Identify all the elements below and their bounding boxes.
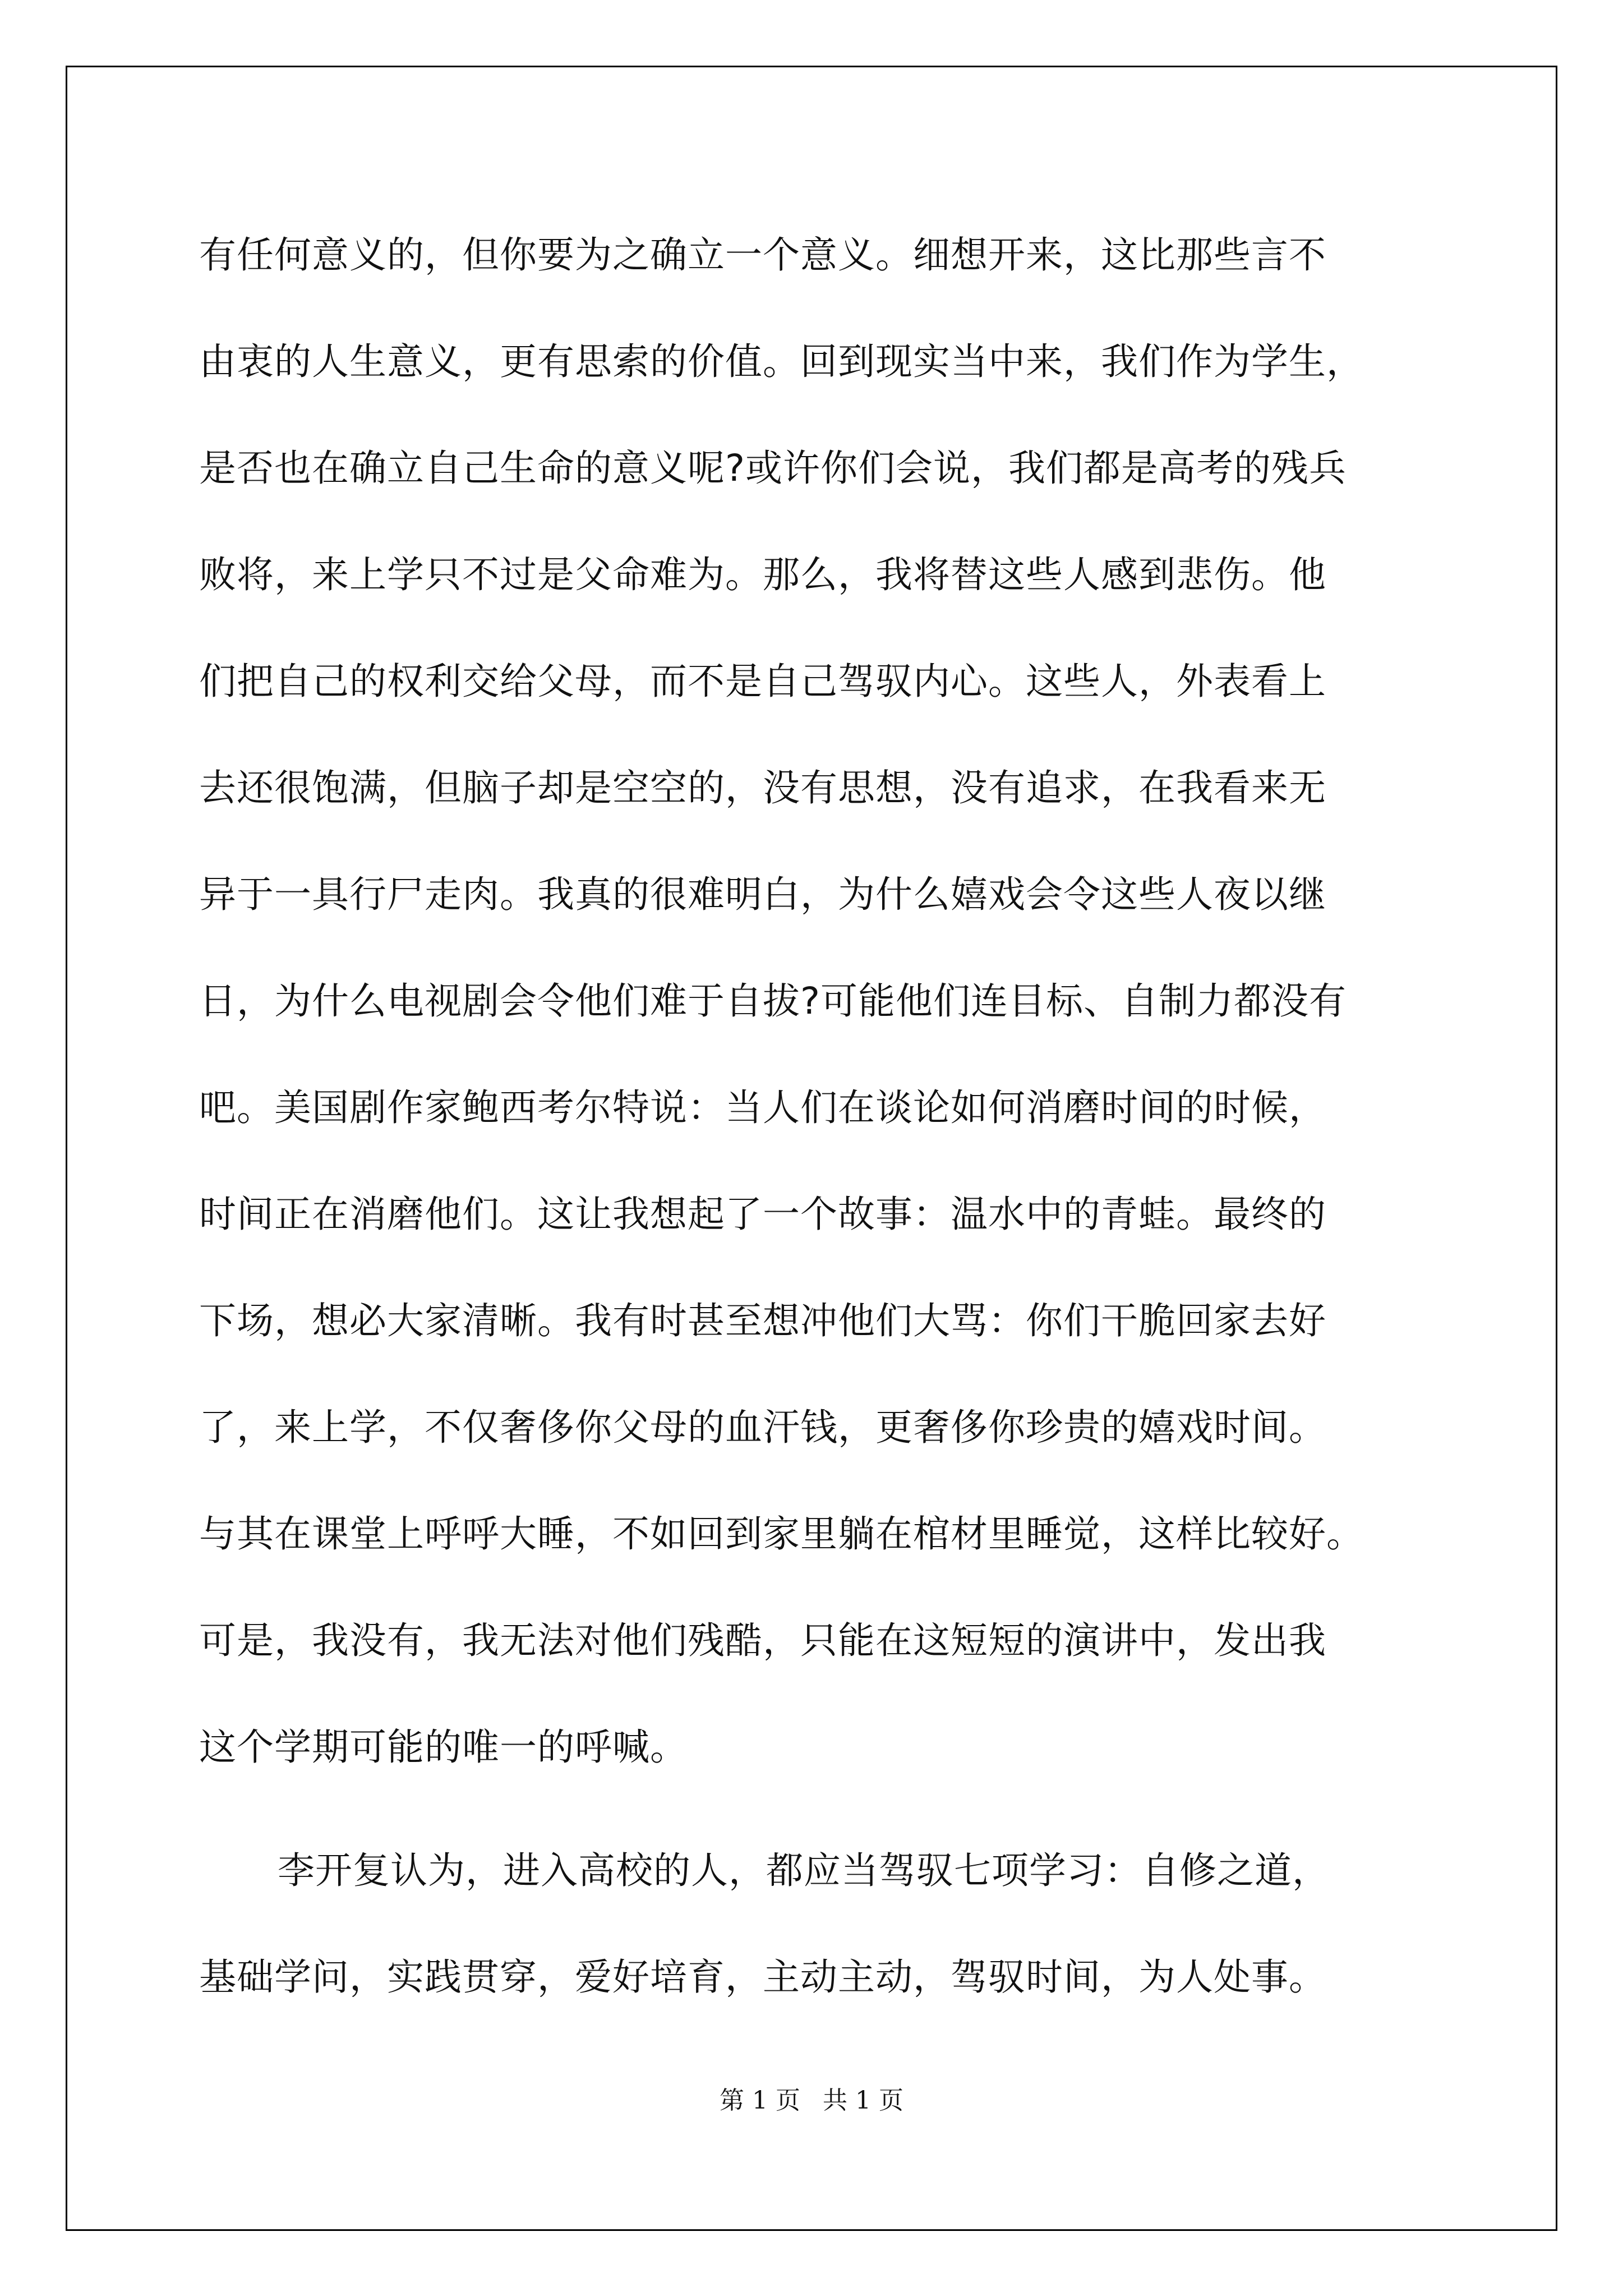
page-total: 共 1 页: [823, 2086, 903, 2115]
page-number: 第 1 页: [720, 2086, 800, 2115]
text-line: 由衷的人生意义，更有思索的价值。回到现实当中来，我们作为学生，: [199, 340, 1364, 383]
text-line: 异于一具行尸走肉。我真的很难明白，为什么嬉戏会令这些人夜以继: [199, 873, 1326, 916]
text-line: 可是，我没有，我无法对他们残酷，只能在这短短的演讲中，发出我: [199, 1619, 1326, 1662]
paragraph-gap: [199, 1820, 1444, 1837]
text-line: 这个学期可能的唯一的呼喊。: [199, 1726, 688, 1769]
text-line: 吧。美国剧作家鲍西考尔特说：当人们在谈论如何消磨时间的时候，: [199, 1086, 1326, 1129]
text-line: 败将，来上学只不过是父命难为。那么，我将替这些人感到悲伤。他: [199, 553, 1326, 596]
text-line: 了，来上学，不仅奢侈你父母的血汗钱，更奢侈你珍贵的嬉戏时间。: [199, 1406, 1326, 1449]
document-body: [199, 222, 1444, 2050]
text-line: 李开复认为，进入高校的人，都应当驾驭七项学习：自修之道，: [278, 1849, 1330, 1892]
text-line: 与其在课堂上呼呼大睡，不如回到家里躺在棺材里睡觉，这样比较好。: [199, 1512, 1364, 1556]
text-line: 日，为什么电视剧会令他们难于自拔?可能他们连目标、自制力都没有: [199, 979, 1347, 1023]
page-footer: [0, 2080, 1623, 2116]
text-line: 基础学问，实践贯穿，爱好培育，主动主动，驾驭时间，为人处事。: [199, 1955, 1326, 1999]
text-line: 是否也在确立自己生命的意义呢?或许你们会说，我们都是高考的残兵: [199, 447, 1347, 490]
text-line: 下场，想必大家清晰。我有时甚至想冲他们大骂：你们干脆回家去好: [199, 1299, 1326, 1342]
text-line: 时间正在消磨他们。这让我想起了一个故事：温水中的青蛙。最终的: [199, 1193, 1326, 1236]
text-line: 去还很饱满，但脑子却是空空的，没有思想，没有追求，在我看来无: [199, 766, 1326, 809]
text-line: 有任何意义的，但你要为之确立一个意义。细想开来，这比那些言不: [199, 233, 1326, 277]
text-line: 们把自己的权利交给父母，而不是自己驾驭内心。这些人，外表看上: [199, 660, 1326, 703]
